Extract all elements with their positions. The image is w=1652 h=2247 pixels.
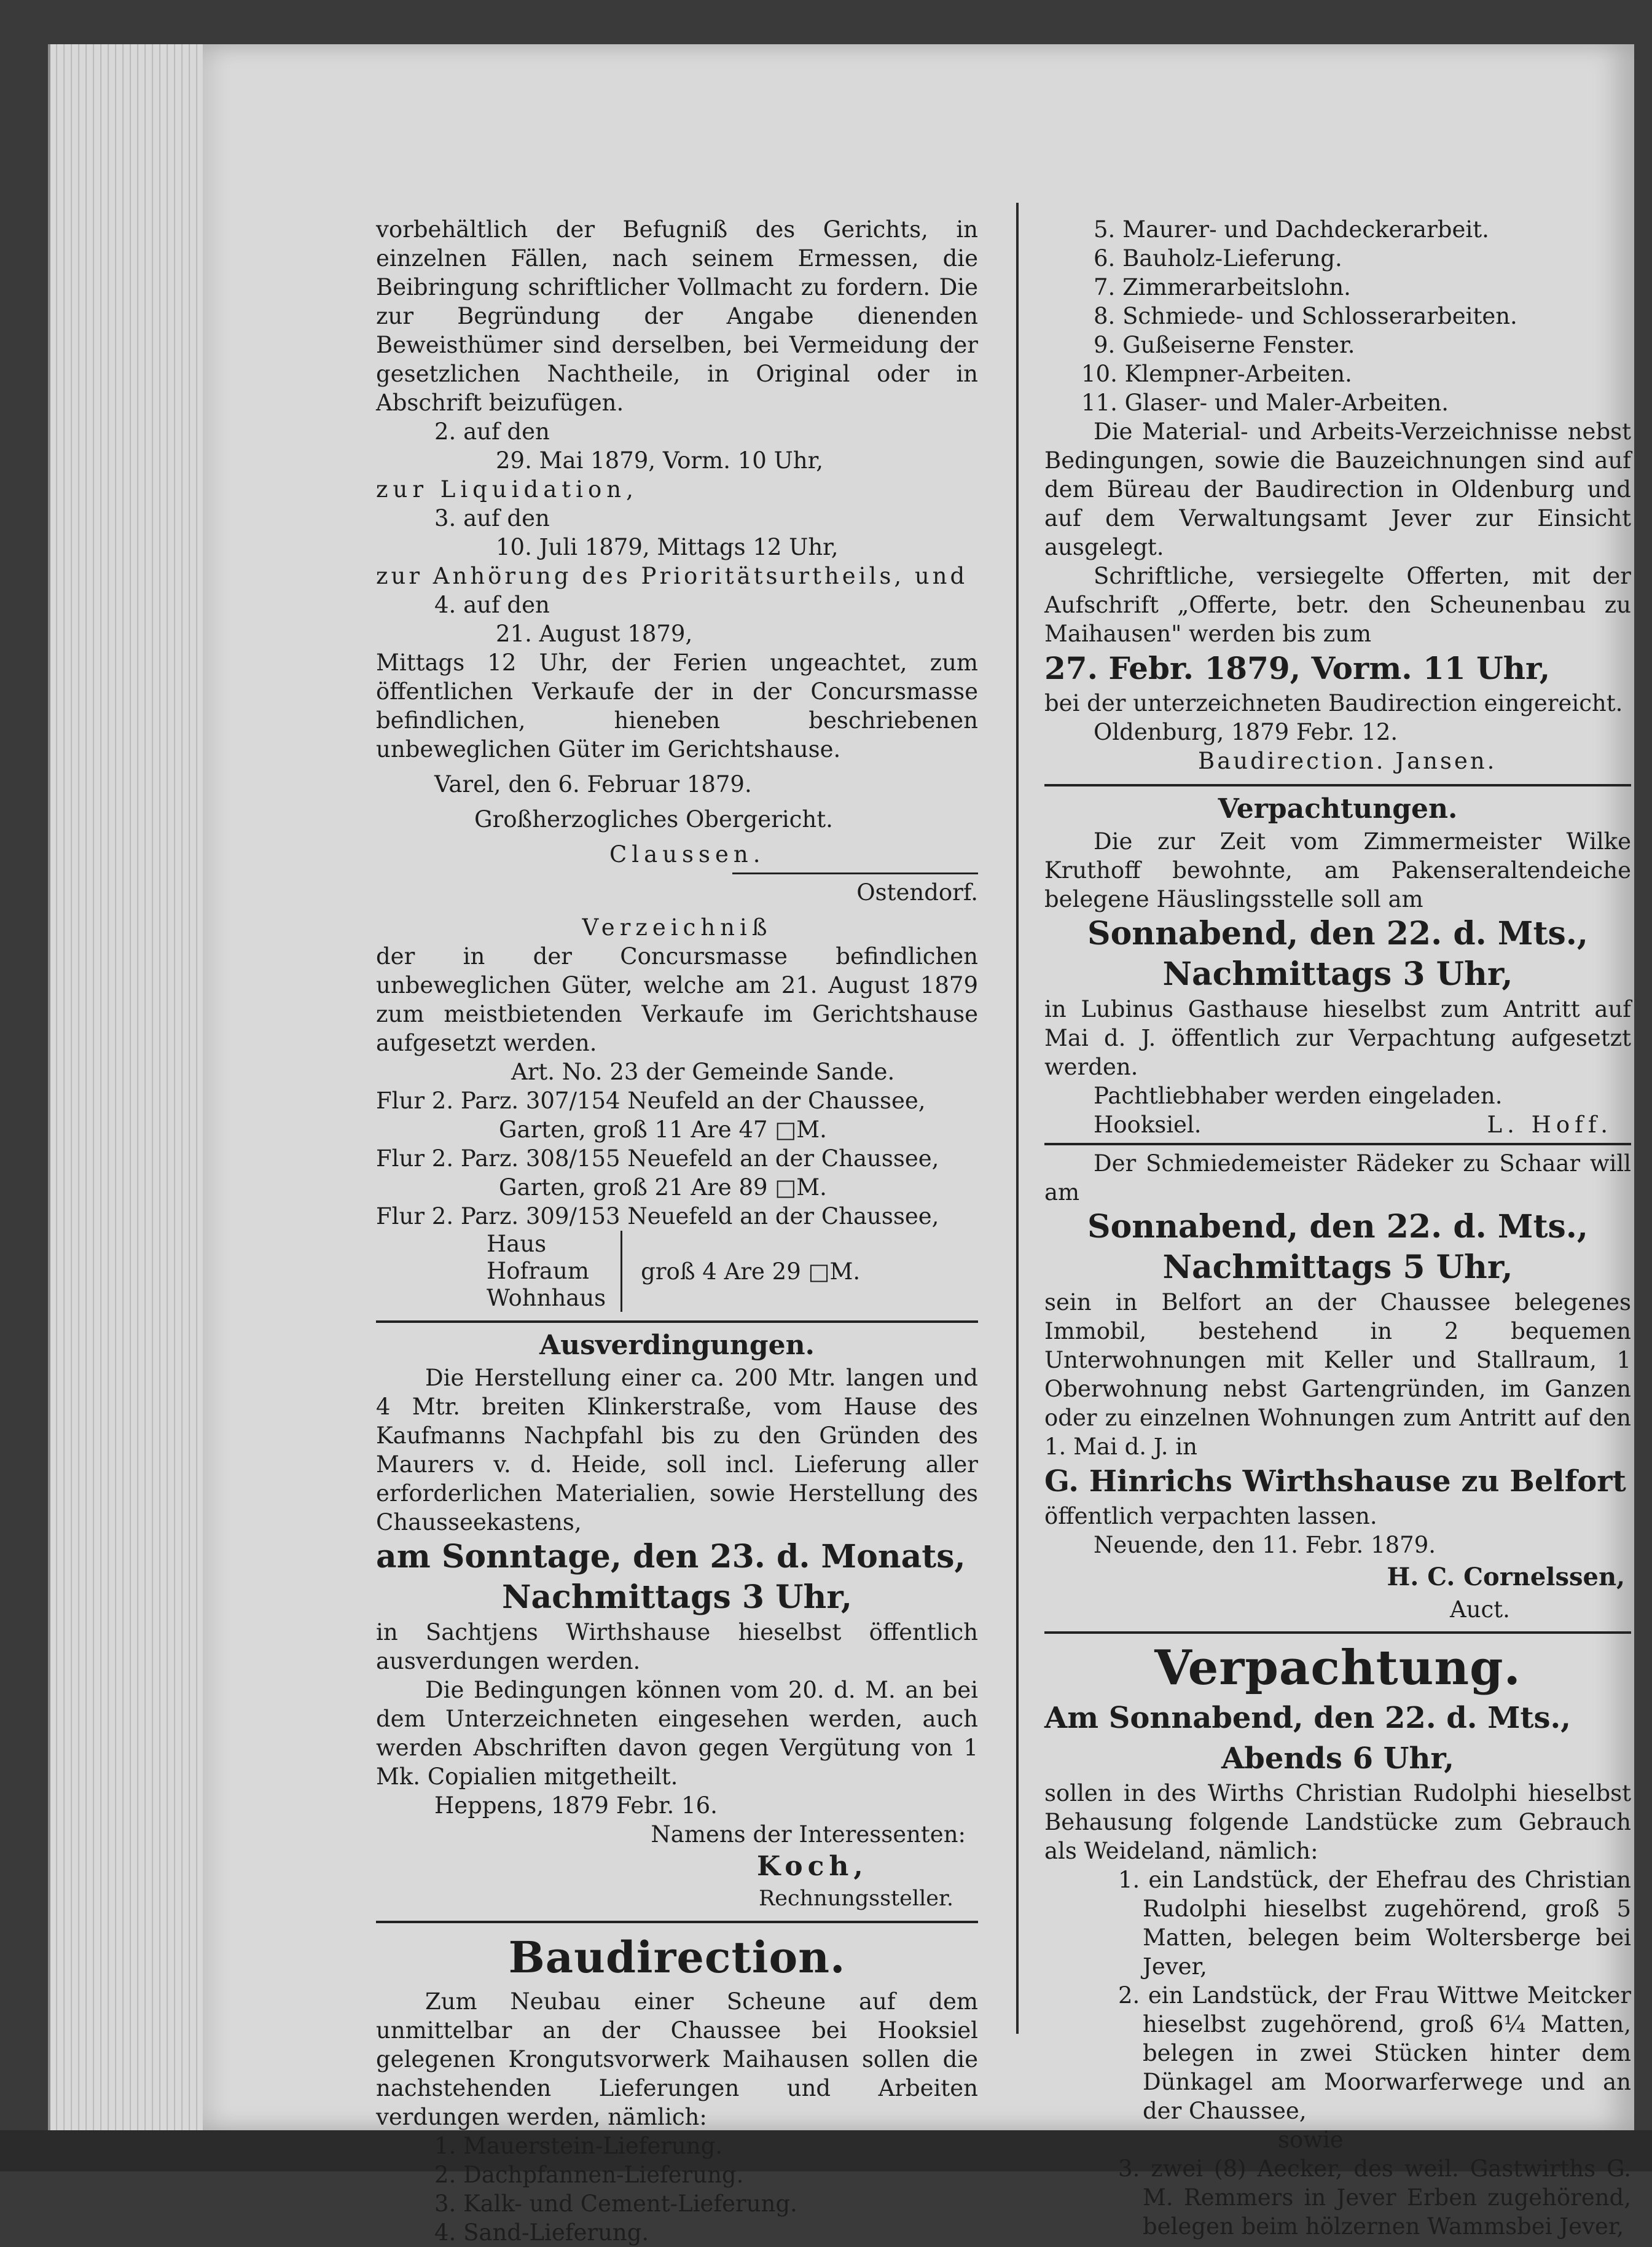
bau-paragraph: Die Material- und Arbeits-Verzeichnisse nebst Bedingungen, sowie die Bauzeichnungen sind auf dem Büreau der Baudirection in Oldenburg und auf dem Verwaltungsamt Jever zur Einsicht ausgelegt. [1044,418,1631,560]
date-hearing: 10. Juli 1879, Mittags 12 Uhr, [496,534,839,560]
signer-name: Claussen. [609,841,765,868]
parcel-3-block [487,1231,978,1312]
divider [376,1921,978,1923]
date-sale: 21. August 1879, [496,621,693,647]
right-column [1044,215,1631,2241]
baudirection-text: Zum Neubau einer Scheune auf dem unmittelbar an der Chaussee bei Hooksiel gelegenen Krongutsvorwerk Maihausen sollen die nachstehenden Lieferungen und Arbeiten verdungen werden, nämlich: [376,1988,978,2130]
divider [1044,784,1631,786]
parcel-2-detail: Garten, groß 21 Are 89 □M. [499,1174,827,1201]
verpachtung-item-1: 1. ein Landstück, der Ehefrau des Christian Rudolphi hieselbst zugehörend, groß 5 Matten, belegen beim Woltersberge bei Jever, [1118,1867,1631,1980]
bau-item: 8. Schmiede- und Schlosserarbeiten. [1094,303,1517,329]
verpachtungen-text-2: in Lubinus Gasthause hieselbst zum Antritt auf Mai d. J. öffentlich zur Verpachtung aufgesetzt werden. [1044,996,1631,1080]
parcel-3-detail: groß 4 Are 29 □M. [641,1258,861,1285]
bau-submission: bei der unterzeichneten Baudirection eingereicht. [1044,690,1623,716]
verpachtung-text: sollen in des Wirths Christian Rudolphi hieselbst Behausung folgende Landstücke zum Gebrauch als Weideland, nämlich: [1044,1780,1631,1864]
item-4: 4. auf den [434,592,550,618]
ausverdingungen-time: Nachmittags 3 Uhr, [501,1578,853,1616]
verpachtung-date: Am Sonnabend, den 22. d. Mts., [1044,1701,1571,1735]
paragraph-authority: vorbehältlich der Befugniß des Gerichts, in einzelnen Fällen, nach seinem Ermessen, die Beibringung schriftlicher Vollmacht zu fordern. Die zur Begründung der Angabe dienenden Beweisthümer sind derselben, bei Vermeidung der gesetzlichen Nachtheile, in Original oder in Abschrift beizufügen. [376,216,978,416]
parcel-3-items [487,1231,622,1312]
baudirection-title: Baudirection. [508,1932,846,1983]
ausverdingungen-text: Die Herstellung einer ca. 200 Mtr. langen und 4 Mtr. breiten Klinkerstraße, vom Hause des Kaufmanns Nachpfahl bis zu den Gründen des Maurers v. d. Heide, soll incl. Lieferung aller erforderlichen Materialien, sowie Herstellung des Chausseekastens, [376,1365,978,1535]
verzeichnis-title: Verzeichniß [582,914,772,941]
ostendorf-name: Ostendorf. [856,879,978,906]
parcel-3: Flur 2. Parz. 309/153 Neuefeld an der Chaussee, [376,1203,939,1229]
parcel-1-detail: Garten, groß 11 Are 47 □M. [499,1116,827,1143]
verpachtungen-date: Sonnabend, den 22. d. Mts., [1087,915,1588,952]
ausverdingungen-names: Namens der Interessenten: [651,1821,966,1848]
parcel-1: Flur 2. Parz. 307/154 Neufeld an der Chaussee, [376,1088,926,1114]
verpachtung-title: Verpachtung. [1154,1640,1521,1696]
parcel-item: Haus [487,1231,547,1257]
left-column [376,215,978,2247]
item-2: 2. auf den [434,418,550,445]
schmied-text-3: öffentlich verpachten lassen. [1044,1503,1377,1529]
schmied-date: Sonnabend, den 22. d. Mts., [1087,1208,1588,1245]
ausverdingungen-title: Ausverdingungen. [539,1330,815,1361]
article-number: Art. No. 23 der Gemeinde Sande. [511,1059,895,1085]
bau-item: 6. Bauholz-Lieferung. [1094,245,1342,272]
verpachtungen-time: Nachmittags 3 Uhr, [1162,955,1513,993]
verpachtungen-footer [1044,1110,1631,1139]
verpachtungen-text: Die zur Zeit vom Zimmermeister Wilke Kruthoff bewohnte, am Pakenseraltendeiche belegene Häuslingsstelle soll am [1044,828,1631,912]
divider [1044,1143,1631,1145]
verpachtungen-title: Verpachtungen. [1218,793,1458,825]
divider [1044,1631,1631,1634]
verpachtung-time: Abends 6 Uhr, [1221,1741,1454,1776]
date-liquidation: 29. Mai 1879, Vorm. 10 Uhr, [496,447,823,474]
ausverdingungen-signer: Koch, [757,1851,868,1882]
parcel-item: Hofraum [487,1258,589,1284]
ausverdingungen-role: Rechnungssteller. [758,1886,953,1911]
divider [376,1320,978,1323]
schmied-signer: H. C. Cornelssen, [1387,1563,1625,1591]
schmied-text-2: sein in Belfort an der Chaussee belegenes Immobil, bestehend in 2 bequemen Unterwohnungen mit Keller und Stallraum, 1 Oberwohnung nebst Gartengründen, im Ganzen oder zu einzelnen Wohnungen zum Antritt auf den 1. Mai d. J. in [1044,1289,1631,1460]
bau-item: 1. Mauerstein-Lieferung. [434,2133,723,2159]
bau-signer: Baudirection. Jansen. [1198,748,1497,774]
court-name: Großherzogliches Obergericht. [474,806,833,833]
schmied-role: Auct. [1450,1596,1510,1623]
bau-item: 7. Zimmerarbeitslohn. [1094,274,1351,300]
schmied-time: Nachmittags 5 Uhr, [1162,1249,1513,1286]
bau-place: Oldenburg, 1879 Febr. 12. [1094,719,1398,745]
parcel-2: Flur 2. Parz. 308/155 Neuefeld an der Chaussee, [376,1145,939,1172]
schmied-place: Neuende, den 11. Febr. 1879. [1094,1532,1436,1558]
item-3: 3. auf den [434,505,550,531]
verpachtung-item-3: 3. zwei (8) Aecker, des weil. Gastwirths G. M. Remmers in Jever Erben zugehörend, belegen beim hölzernen Wammsbei Jever, [1118,2155,1631,2240]
schmied-location: G. Hinrichs Wirthshause zu Belfort [1044,1464,1626,1499]
ausverdingungen-date: am Sonntage, den 23. d. Monats, [376,1538,966,1575]
divider [732,873,978,874]
verpachtungen-signer: L. Hoff. [1487,1112,1613,1138]
bau-item: 11. Glaser- und Maler-Arbeiten. [1081,390,1449,416]
bau-item: 2. Dachpfannen-Lieferung. [434,2162,744,2188]
ausverdingungen-text-3: Die Bedingungen können vom 20. d. M. an bei dem Unterzeichneten eingesehen werden, auch werden Abschriften davon gegen Vergütung von 1 Mk. Copialien mitgetheilt. [376,1677,978,1790]
purpose-liquidation: zur Liquidation, [376,476,638,503]
schmied-text: Der Schmiedemeister Rädeker zu Schaar will am [1044,1150,1631,1206]
bau-item: 10. Klempner-Arbeiten. [1081,361,1352,387]
bau-item: 5. Maurer- und Dachdeckerarbeit. [1094,216,1489,243]
place-date: Varel, den 6. Februar 1879. [434,771,752,798]
verzeichnis-text: der in der Concursmasse befindlichen unbeweglichen Güter, welche am 21. August 1879 zum meistbietenden Verkaufe im Gerichtshause aufgesetzt werden. [376,943,978,1056]
verpachtungen-text-3: Pachtliebhaber werden eingeladen. [1094,1083,1503,1109]
bau-offer-text: Schriftliche, versiegelte Offerten, mit der Aufschrift „Offerte, betr. den Scheunenbau zu Maihausen" werden bis zum [1044,563,1631,647]
bau-item: 4. Sand-Lieferung. [434,2219,649,2246]
verpachtungen-place: Hooksiel. [1094,1112,1202,1138]
ausverdingungen-text-2: in Sachtjens Wirthshause hieselbst öffentlich ausverdungen werden. [376,1619,978,1674]
parcel-item: Wohnhaus [487,1285,606,1311]
ausverdingungen-place: Heppens, 1879 Febr. 16. [434,1792,718,1819]
paragraph-sale: Mittags 12 Uhr, der Ferien ungeachtet, zum öffentlichen Verkaufe der in der Concursmasse befindlichen, hieneben beschriebenen unbeweglichen Güter im Gerichtshause. [376,649,978,763]
bau-item: 9. Gußeiserne Fenster. [1094,332,1355,358]
verpachtung-item-2: 2. ein Landstück, der Frau Wittwe Meitcker hieselbst zugehörend, groß 6¼ Matten, belegen in zwei Stücken hinter dem Dünkagel am Moorwarferwege und an der Chaussee, [1118,1982,1631,2124]
book-page-stack [48,44,222,2130]
bau-deadline: 27. Febr. 1879, Vorm. 11 Uhr, [1044,650,1551,686]
verpachtung-sowie: sowie [1278,2127,1344,2153]
bau-item: 3. Kalk- und Cement-Lieferung. [434,2190,797,2217]
column-divider [1016,203,1019,2034]
purpose-hearing: zur Anhörung des Prioritätsurtheils, und [376,563,968,589]
